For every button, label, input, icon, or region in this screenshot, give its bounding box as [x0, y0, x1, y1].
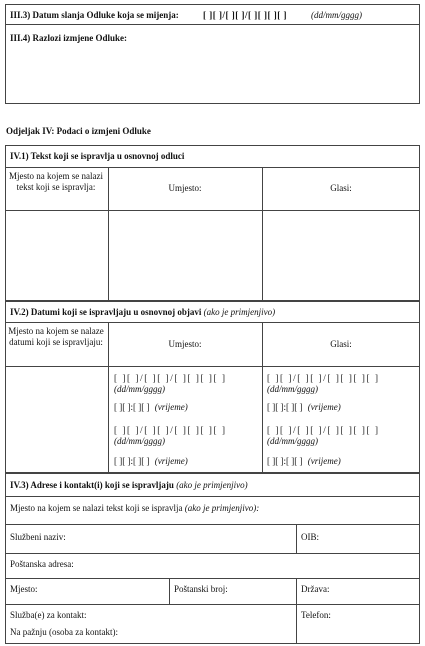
divider — [169, 578, 170, 604]
divider — [5, 578, 420, 579]
s42-title: IV.2) Datumi koji se ispravljaju u osnovnoj objavi — [10, 307, 202, 317]
s42-col-place: Mjesto na kojem se nalaze datumi koji se ispravljaju: — [8, 326, 104, 347]
s42-should-date-format-1: (dd/mm/gggg) — [267, 384, 318, 394]
s43-postal-code[interactable]: Poštanski broj: — [174, 584, 228, 594]
s43-attention[interactable]: Na pažnju (osoba za kontakt): — [10, 627, 118, 637]
s42-should-time-note-1: (vrijeme) — [307, 402, 341, 412]
s42-should-time-row-1 — [267, 402, 341, 413]
s41-col-now: Umjesto: — [168, 183, 202, 193]
divider — [5, 167, 420, 168]
s42-place-field[interactable] — [6, 367, 107, 472]
s43-place-note: (ako je primjenjivo): — [184, 503, 260, 513]
s41-title: IV.1) Tekst koji se ispravlja u osnovnoj odluci — [10, 151, 185, 161]
s3-reasons-label: III.4) Razlozi izmjene Odluke: — [10, 33, 127, 43]
divider — [296, 524, 297, 553]
s43-city[interactable]: Mjesto: — [10, 584, 38, 594]
s42-now-date-1[interactable]: [ ][ ]/[ ][ ]/[ ][ ][ ][ ] — [114, 373, 227, 383]
s3-reasons-field[interactable] — [10, 46, 414, 100]
divider — [5, 24, 420, 25]
s43-phone[interactable]: Telefon: — [301, 610, 331, 620]
s42-now-time-1[interactable]: [ ][ ]:[ ][ ] — [114, 402, 150, 412]
s43-note: (ako je primjenjivo) — [176, 480, 248, 490]
divider — [296, 604, 297, 644]
s41-now-field[interactable] — [109, 211, 261, 300]
s42-now-date-format-2: (dd/mm/gggg) — [114, 436, 165, 446]
divider — [5, 496, 420, 497]
s42-now-time-row-2 — [114, 456, 188, 467]
s43-title-row — [10, 480, 248, 491]
s3-date-field[interactable]: [ ][ ]/[ ][ ]/[ ][ ][ ][ ] — [203, 10, 287, 20]
s3-date-label: III.3) Datum slanja Odluke koja se mijenja: — [10, 10, 179, 20]
s42-should-time-note-2: (vrijeme) — [307, 456, 341, 466]
s42-should-time-row-2 — [267, 456, 341, 467]
s42-col-now: Umjesto: — [168, 339, 202, 349]
divider — [5, 553, 420, 554]
divider — [5, 322, 420, 323]
s42-should-time-2[interactable]: [ ][ ]:[ ][ ] — [267, 456, 303, 466]
part4-title: Odjeljak IV: Podaci o izmjeni Odluke — [6, 126, 151, 136]
s43-title: IV.3) Adrese i kontakt(i) koji se ispravljaju — [10, 480, 174, 490]
s43-postal-address[interactable]: Poštanska adresa: — [10, 559, 74, 569]
s41-col-place: Mjesto na kojem se nalazi tekst koji se ispravlja: — [9, 171, 103, 192]
s43-official-name[interactable]: Službeni naziv: — [10, 532, 66, 542]
s42-note: (ako je primjenjivo) — [203, 307, 276, 317]
s41-col-should: Glasi: — [330, 183, 352, 193]
s41-should-field[interactable] — [263, 211, 419, 300]
s3-date-format: (dd/mm/gggg) — [311, 10, 362, 20]
s43-contact-points[interactable]: Služba(e) za kontakt: — [10, 610, 87, 620]
s42-should-time-1[interactable]: [ ][ ]:[ ][ ] — [267, 402, 303, 412]
divider — [5, 524, 420, 525]
divider — [296, 578, 297, 604]
s41-place-field[interactable] — [6, 211, 107, 300]
s43-oib[interactable]: OIB: — [301, 532, 319, 542]
s42-now-time-row-1 — [114, 402, 188, 413]
s42-should-date-2[interactable]: [ ][ ]/[ ][ ]/[ ][ ][ ][ ] — [267, 425, 380, 435]
s43-place-label: Mjesto na kojem se nalazi tekst koji se ispravlja — [10, 503, 183, 513]
s42-col-should: Glasi: — [330, 339, 352, 349]
s42-now-date-2[interactable]: [ ][ ]/[ ][ ]/[ ][ ][ ][ ] — [114, 425, 227, 435]
s42-now-time-note-1: (vrijeme) — [154, 402, 188, 412]
s42-title-row — [10, 307, 275, 318]
s42-now-time-note-2: (vrijeme) — [154, 456, 188, 466]
divider — [5, 604, 420, 605]
s42-should-date-format-2: (dd/mm/gggg) — [267, 436, 318, 446]
s42-now-time-2[interactable]: [ ][ ]:[ ][ ] — [114, 456, 150, 466]
s43-place-row — [10, 503, 259, 514]
s42-should-date-1[interactable]: [ ][ ]/[ ][ ]/[ ][ ][ ][ ] — [267, 373, 380, 383]
s42-now-date-format-1: (dd/mm/gggg) — [114, 384, 165, 394]
s43-country[interactable]: Država: — [301, 584, 330, 594]
